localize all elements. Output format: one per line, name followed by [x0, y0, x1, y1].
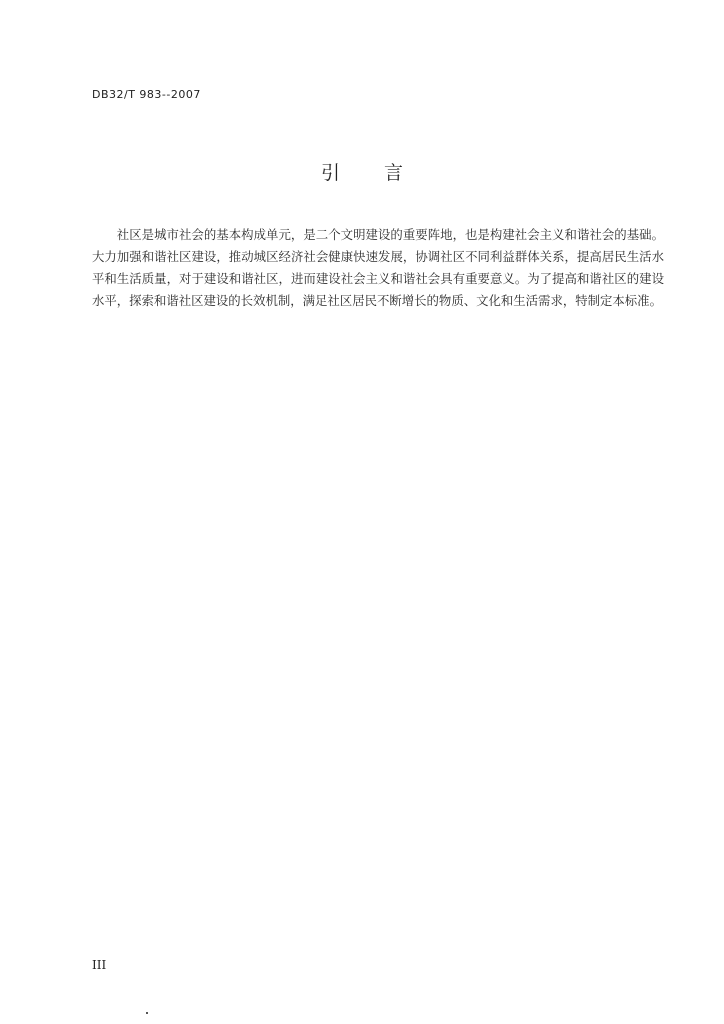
scan-artifact	[146, 1012, 148, 1014]
introduction-paragraph: 社区是城市社会的基本构成单元，是二个文明建设的重要阵地，也是构建社会主义和谐社会的基础。大力加强和谐社区建设，推动城区经济社会健康快速发展，协调社区不同利益群体关系，提高居民生活水平和生活质量，对于建设和谐社区，进而建设社会主义和谐社会具有重要意义。为了提高和谐社区的建设水平，探索和谐社区建设的长效机制，满足社区居民不断增长的物质、文化和生活需求，特制定本标准。	[92, 227, 664, 308]
document-code: DB32/T 983--2007	[92, 88, 201, 101]
page-number: III	[92, 958, 107, 972]
title-char-1: 引	[320, 162, 340, 184]
page-title	[0, 158, 724, 185]
title-char-2: 言	[384, 162, 404, 184]
